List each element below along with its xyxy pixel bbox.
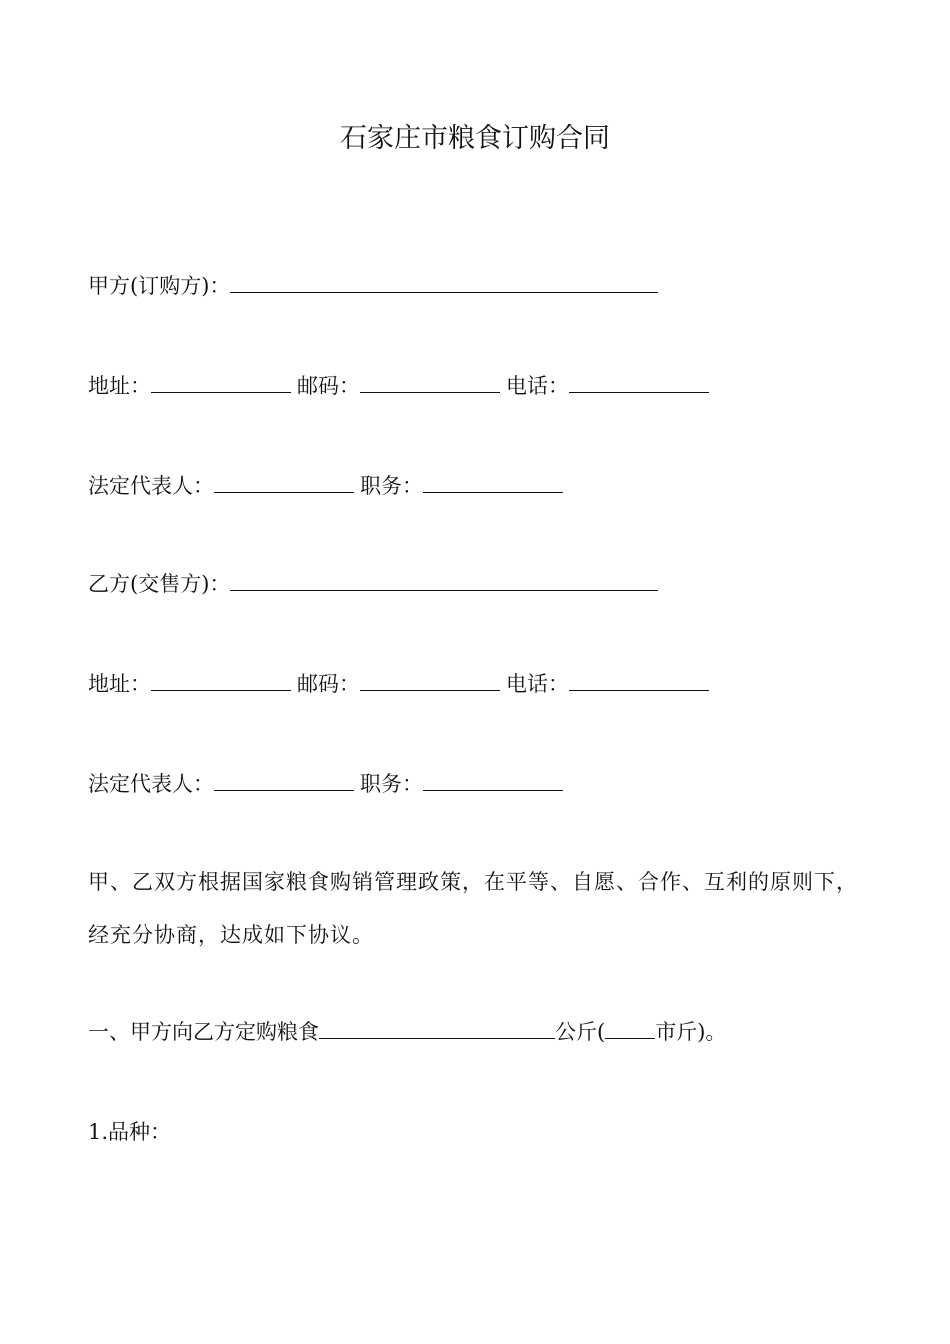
- item-variety-label: 1.品种：: [88, 1120, 172, 1144]
- party-b-address-blank[interactable]: [151, 668, 291, 691]
- party-a-name-blank[interactable]: [230, 270, 658, 293]
- item-variety-line: [88, 1117, 171, 1147]
- party-b-position-label: 职务：: [360, 772, 423, 796]
- party-b-rep-label: 法定代表人：: [88, 772, 214, 796]
- party-b-label: 乙方(交售方)：: [88, 572, 231, 596]
- party-b-phone-label: 电话：: [506, 672, 569, 696]
- party-a-line: [88, 270, 664, 301]
- grain-quantity-kg-blank[interactable]: [319, 1016, 555, 1039]
- clause-1-unit: 公斤(: [555, 1020, 606, 1044]
- party-a-postcode-blank[interactable]: [360, 370, 500, 393]
- clause-1-suffix: 市斤)。: [655, 1020, 727, 1044]
- party-b-rep-blank[interactable]: [214, 768, 354, 791]
- grain-quantity-jin-blank[interactable]: [605, 1016, 655, 1039]
- party-a-label: 甲方(订购方)：: [88, 274, 231, 298]
- party-b-line: [88, 568, 664, 599]
- party-b-rep-line: [88, 768, 569, 799]
- party-a-position-label: 职务：: [360, 474, 423, 498]
- party-a-contact-line: [88, 370, 715, 401]
- party-a-rep-blank[interactable]: [214, 470, 354, 493]
- party-a-phone-label: 电话：: [506, 374, 569, 398]
- party-b-phone-blank[interactable]: [569, 668, 709, 691]
- party-a-address-label: 地址：: [88, 374, 151, 398]
- party-a-phone-blank[interactable]: [569, 370, 709, 393]
- party-b-contact-line: [88, 668, 715, 699]
- party-a-rep-line: [88, 470, 569, 501]
- party-a-rep-label: 法定代表人：: [88, 474, 214, 498]
- party-b-postcode-blank[interactable]: [360, 668, 500, 691]
- party-b-name-blank[interactable]: [230, 568, 658, 591]
- party-b-address-label: 地址：: [88, 672, 151, 696]
- clause-1-prefix: 一、甲方向乙方定购粮食: [88, 1020, 319, 1044]
- party-a-address-blank[interactable]: [151, 370, 291, 393]
- party-a-postcode-label: 邮码：: [297, 374, 360, 398]
- party-a-position-blank[interactable]: [423, 470, 563, 493]
- intro-paragraph: 甲、乙双方根据国家粮食购销管理政策，在平等、自愿、合作、互利的原则下，经充分协商，达成如下协议。: [88, 870, 858, 947]
- clause-1-line: [88, 1016, 726, 1047]
- document-title: 石家庄市粮食订购合同: [340, 123, 610, 154]
- party-b-position-blank[interactable]: [423, 768, 563, 791]
- party-b-postcode-label: 邮码：: [297, 672, 360, 696]
